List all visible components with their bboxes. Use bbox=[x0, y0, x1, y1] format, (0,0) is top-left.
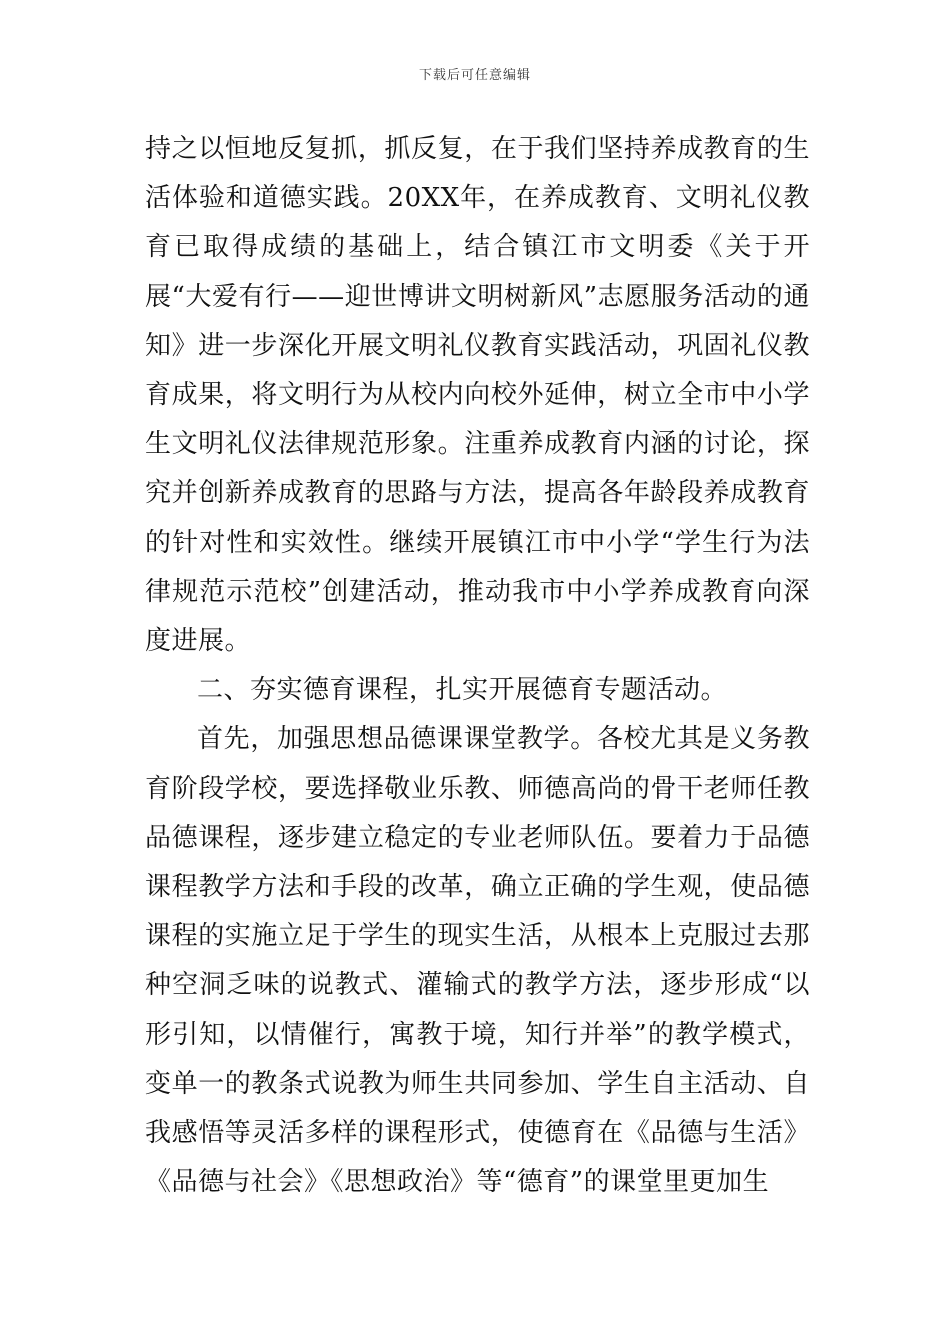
section-heading: 二、夯实德育课程，扎实开展德育专题活动。 bbox=[197, 675, 728, 706]
paragraph-first-measure: 首先，加强思想品德课课堂教学。各校尤其是义务教育阶段学校，要选择敬业乐教、师德高尚的骨干老师任教品德课程，逐步建立稳定的专业老师队伍。要着力于品德课程教学方法和手段的改革，确立正确的学生观，使品德课程的实施立足于学生的现实生活，从根本上克服过去那种空洞乏味的说教式、灌输式的教学方法，逐步形成“以形引知，以情催行，寓教于境，知行并举”的教学模式，变单一的教条式说教为师生共同参加、学生自主活动、自我感悟等灵活多样的课程形式，使德育在《品德与生活》《品德与社会》《思想政治》等“德育”的课堂里更加生 bbox=[145, 724, 810, 1198]
document-body bbox=[145, 125, 810, 1207]
page-header: 下载后可任意编辑 bbox=[418, 68, 531, 83]
paragraph-continuation: 持之以恒地反复抓，抓反复，在于我们坚持养成教育的生活体验和道德实践。20XX年，在养成教育、文明礼仪教育已取得成绩的基础上，结合镇江市文明委《关于开展“大爱有行——迎世博讲文明树新风”志愿服务活动的通知》进一步深化开展文明礼仪教育实践活动，巩固礼仪教育成果，将文明行为从校内向校外延伸，树立全市中小学生文明礼仪法律规范形象。注重养成教育内涵的讨论，探究并创新养成教育的思路与方法，提高各年龄段养成教育的针对性和实效性。继续开展镇江市中小学“学生行为法律规范示范校”创建活动，推动我市中小学养成教育向深度进展。 bbox=[145, 134, 810, 657]
